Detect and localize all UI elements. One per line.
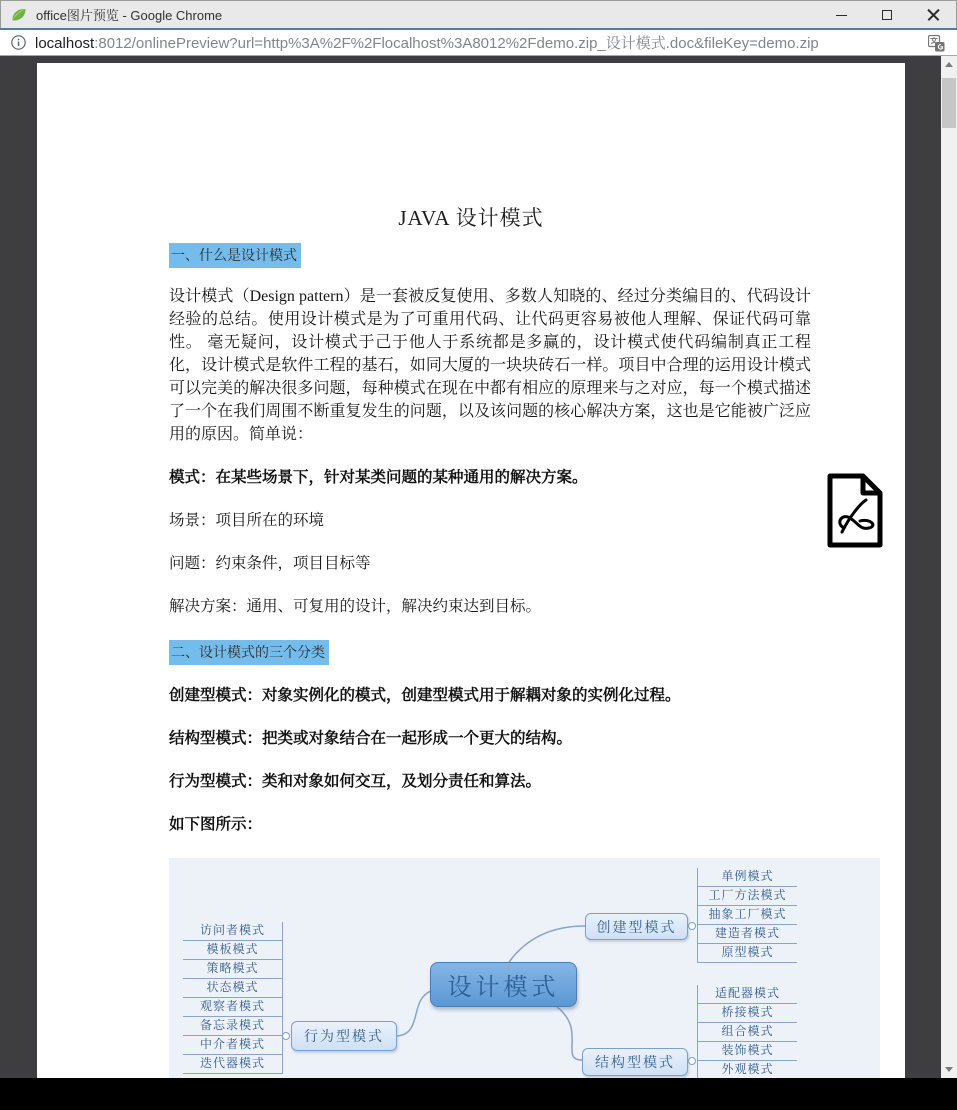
mindmap-leaf: 适配器模式 [698, 985, 797, 1004]
scroll-up-icon [945, 62, 953, 67]
minimize-button[interactable] [818, 1, 864, 29]
url-host: localhost [35, 35, 95, 52]
mindmap-leaf: 建造者模式 [698, 925, 797, 944]
mindmap-leaf: 外观模式 [698, 1061, 797, 1078]
spring-leaf-icon [10, 6, 28, 24]
mindmap-root-node: 设计模式 [430, 962, 577, 1007]
structural-leaf-list [697, 985, 797, 1078]
url-text[interactable] [35, 32, 819, 53]
mindmap-creational-node: 创建型模式 [585, 913, 688, 940]
scroll-down-icon [945, 1067, 953, 1072]
minimize-icon [836, 15, 847, 16]
section1-heading: 一、什么是设计模式 [169, 243, 301, 268]
scrollbar-thumb[interactable] [942, 78, 956, 128]
translate-icon[interactable] [928, 35, 945, 52]
pdf-file-icon [822, 472, 888, 549]
maximize-icon [882, 10, 892, 20]
maximize-button[interactable] [864, 1, 910, 29]
mindmap-behavioral-node: 行为型模式 [291, 1021, 397, 1051]
mindmap-structural-node: 结构型模式 [582, 1048, 688, 1076]
design-patterns-mindmap [169, 858, 880, 1078]
title-bar [0, 0, 957, 28]
mindmap-leaf: 原型模式 [698, 944, 797, 963]
section2-heading: 二、设计模式的三个分类 [169, 640, 329, 665]
mindmap-leaf: 装饰模式 [698, 1042, 797, 1061]
solution-line: 解决方案：通用、可复用的设计，解决约束达到目标。 [169, 598, 542, 615]
mindmap-leaf: 组合模式 [698, 1023, 797, 1042]
mindmap-leaf: 迭代器模式 [183, 1055, 282, 1074]
window-controls [818, 1, 956, 29]
close-icon [927, 9, 940, 22]
mindmap-leaf: 抽象工厂模式 [698, 906, 797, 925]
scene-line: 场景：项目所在的环境 [169, 512, 325, 529]
page-info-icon[interactable] [11, 35, 26, 50]
pdf-download-button[interactable] [822, 472, 888, 549]
document-preview-page [37, 63, 905, 1078]
mindmap-leaf: 工厂方法模式 [698, 887, 797, 906]
document-title: JAVA 设计模式 [398, 206, 544, 230]
mindmap-leaf: 单例模式 [698, 868, 797, 887]
mindmap-leaf: 策略模式 [183, 960, 282, 979]
mindmap-leaf: 备忘录模式 [183, 1017, 282, 1036]
mindmap-leaf: 模板模式 [183, 941, 282, 960]
window-title: office图片预览 - Google Chrome [36, 8, 223, 23]
behavioral-line: 行为型模式：类和对象如何交互，及划分责任和算法。 [169, 773, 542, 790]
mindmap-leaf: 访问者模式 [183, 922, 282, 941]
section1-paragraph: 设计模式（Design pattern）是一套被反复使用、多数人知晓的、经过分类编目的、代码设计经验的总结。使用设计模式是为了可重用代码、让代码更容易被他人理解、保证代码可靠性。 毫无疑问，设计模式于己于他人于系统都是多赢的，设计模式使代码编制真正工程化，设计模式是软件工程的基石，如同大厦的一块块砖石一样。项目中合理的运用设计模式可以完美的解决很多问题，每种模式在现在中都有相应的原理来与之对应，每一个模式描述了一个在我们周围不断重复发生的问题，以及该问题的核心解决方案，这也是它能被广泛应用的原因。简单说： [169, 288, 811, 443]
creational-leaf-list [697, 868, 797, 963]
mindmap-leaf: 状态模式 [183, 979, 282, 998]
behavioral-leaf-list [183, 922, 283, 1074]
problem-line: 问题：约束条件，项目目标等 [169, 555, 371, 572]
figure-caption-line: 如下图所示： [169, 816, 263, 833]
close-button[interactable] [910, 1, 956, 29]
scroll-up-button[interactable] [941, 56, 957, 73]
scroll-down-button[interactable] [941, 1061, 957, 1078]
vertical-scrollbar[interactable] [941, 56, 957, 1078]
creational-line: 创建型模式：对象实例化的模式，创建型模式用于解耦对象的实例化过程。 [169, 687, 681, 704]
pattern-definition-line: 模式：在某些场景下，针对某类问题的某种通用的解决方案。 [169, 469, 588, 486]
browser-viewport [0, 56, 957, 1078]
bottom-black-bar [0, 1078, 957, 1110]
mindmap-leaf: 中介者模式 [183, 1036, 282, 1055]
structural-line: 结构型模式：把类或对象结合在一起形成一个更大的结构。 [169, 730, 573, 747]
mindmap-leaf: 桥接模式 [698, 1004, 797, 1023]
address-bar[interactable] [0, 30, 957, 56]
mindmap-leaf: 观察者模式 [183, 998, 282, 1017]
url-path: :8012/onlinePreview?url=http%3A%2F%2Flocalhost%3A8012%2Fdemo.zip_设计模式.doc&fileKey=demo.zip [94, 35, 819, 52]
